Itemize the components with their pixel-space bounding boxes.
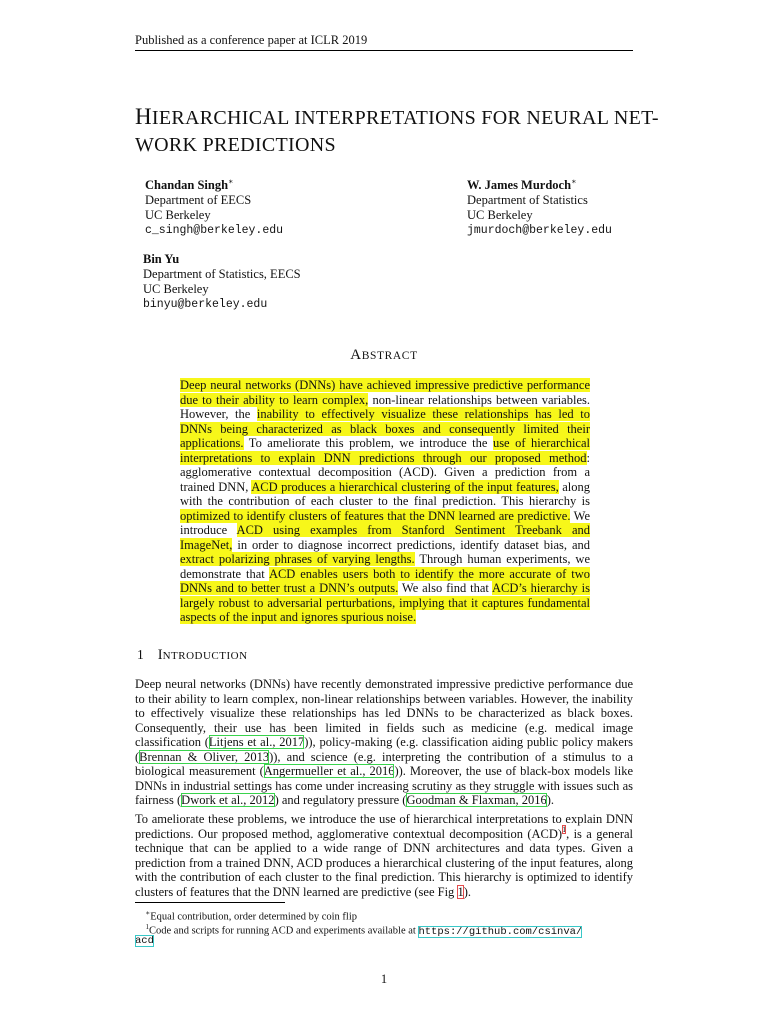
title-initial: H — [135, 104, 152, 129]
author-email[interactable]: jmurdoch@berkeley.edu — [467, 224, 612, 238]
author-block-2 — [467, 174, 612, 238]
author-mark: ∗ — [571, 177, 577, 186]
highlighted-phrase: ACD enables users both to identify the more accurate of two DNNs and to better trust a DNN’s outputs. — [180, 566, 590, 595]
section-number: 1 — [137, 647, 144, 662]
citation-link[interactable]: Brennan & Oliver, 2013 — [139, 749, 270, 764]
abstract-phrase: along with the contribution of each cluster to the final prediction. This hierarchy is — [180, 479, 590, 508]
title-line-2: WORK PREDICTIONS — [135, 134, 336, 156]
paper-title — [135, 103, 659, 159]
footnote-1: ∗Equal contribution, order determined by coin flip — [145, 909, 357, 923]
paragraph-text: ). — [546, 793, 555, 807]
author-inst: UC Berkeley — [143, 282, 209, 296]
author-dept: Department of Statistics, EECS — [143, 267, 301, 281]
footnote-rule — [135, 902, 285, 903]
footnote-2: $^1$Code and scripts for running ACD and experiments available at https://github.com/csinva/ — [145, 923, 583, 938]
running-header: Published as a conference paper at ICLR 2019 — [135, 33, 368, 47]
section-heading-introduction: 1 INTRODUCTION — [137, 647, 248, 663]
highlighted-phrase: Deep neural networks (DNNs) have achieved impressive predictive performance due to their ability to learn complex, — [180, 378, 590, 407]
highlighted-phrase: inability to effectively visualize these relationships has led to DNNs being characterized as black boxes and consequently limited their applications. — [180, 407, 590, 450]
footnote-2-continued — [135, 934, 635, 948]
highlighted-phrase: ACD produces a hierarchical clustering of the input features, — [251, 479, 559, 494]
author-inst: UC Berkeley — [145, 208, 211, 223]
citation-link[interactable]: Angermueller et al., 2016 — [263, 764, 395, 778]
figure-ref[interactable]: 1 — [457, 884, 464, 899]
code-link-continued[interactable]: acd — [135, 935, 154, 947]
author-name: Bin Yu — [143, 252, 180, 266]
citation-link[interactable]: Goodman & Flaxman, 2016 — [406, 793, 547, 807]
highlighted-phrase: use of hierarchical interpretations to explain DNN predictions through our proposed method — [180, 436, 590, 465]
abstract-phrase: : agglomerative contextual decomposition (ACD). Given a prediction from a trained DNN, — [180, 450, 590, 494]
author-block-3 — [143, 252, 301, 312]
author-dept: Department of Statistics — [467, 193, 588, 208]
author-inst: UC Berkeley — [467, 208, 533, 223]
abstract-phrase: in order to diagnose incorrect predictions, identify dataset bias, and — [232, 537, 590, 552]
paragraph-text: )). Moreover, the use of black-box models like DNNs in industrial settings has come under increasing scrutiny as they struggle with issues such as fairness ( — [135, 764, 633, 807]
highlighted-phrase: ACD using examples from Stanford Sentiment Treebank and ImageNet, — [180, 523, 591, 552]
code-link[interactable]: https://github.com/csinva/ — [418, 925, 583, 938]
footnote-ref-1[interactable]: 1 — [562, 825, 567, 835]
paragraph-text: )), policy-making (e.g. classification aiding public policy makers ( — [135, 735, 633, 764]
page-number: 1 — [380, 972, 388, 986]
paragraph-text: ) and regulatory pressure ( — [274, 793, 407, 807]
abstract-phrase: Through human experiments, we demonstrate that — [180, 552, 591, 581]
paragraph-text: )), and science (e.g. interpreting the contribution of a stimulus to a biological measurement ( — [135, 749, 633, 778]
author-email[interactable]: c_singh@berkeley.edu — [145, 224, 284, 238]
author-dept: Department of EECS — [145, 193, 252, 208]
intro-paragraph-2: To ameliorate these problems, we introduce the use of hierarchical interpretations to explain DNN predictions. Our proposed method, agglomerative contextual decomposition (ACD)$^1$, is a general technique that can be applied to a wide range of DNN architectures and data types. Given a prediction from a trained DNN, ACD produces a hierarchical clustering of the input features, along with the contribution of each cluster to the final prediction. This hierarchy is optimized to identify clusters of features that the DNN learned are predictive (see Fig 1). — [135, 812, 633, 899]
intro-paragraph-1 — [135, 677, 633, 808]
highlighted-phrase: ACD’s hierarchy is largely robust to adversarial perturbations, implying that it captures fundamental aspects of the input and ignores spurious noise. — [180, 581, 591, 624]
author-mark: ∗ — [228, 177, 234, 186]
paragraph-text: Deep neural networks (DNNs) have recently demonstrated impressive predictive performance due to their ability to learn complex, non-linear relationships between variables. However, the inability to effectively visualize these relationships has led DNNs to be characterized as black boxes. Consequently, their use has been limited in fields such as medicine (e.g. medical image classification ( — [135, 677, 633, 749]
abstract-heading: ABSTRACT — [350, 347, 418, 363]
abstract-phrase: non-linear relationships between variables. However, the — [180, 392, 590, 421]
citation-link[interactable]: Litjens et al., 2017 — [208, 735, 305, 749]
header-rule — [135, 50, 633, 51]
highlighted-phrase: optimized to identify clusters of features that the DNN learned are predictive. — [180, 508, 571, 523]
title-line-1: IERARCHICAL INTERPRETATIONS FOR NEURAL NET- — [151, 107, 659, 129]
abstract-phrase: We also find that — [398, 581, 493, 595]
highlighted-phrase: extract polarizing phrases of varying lengths. — [180, 552, 415, 566]
abstract-phrase: We introduce — [180, 508, 590, 537]
author-name: W. James Murdoch — [467, 178, 572, 193]
author-name: Chandan Singh — [145, 178, 229, 193]
abstract-phrase: To ameliorate this problem, we introduce the — [243, 436, 493, 450]
citation-link[interactable]: Dwork et al., 2012 — [181, 793, 275, 807]
author-email[interactable]: binyu@berkeley.edu — [143, 298, 268, 311]
author-block-1 — [145, 174, 283, 238]
abstract-text — [180, 378, 590, 625]
